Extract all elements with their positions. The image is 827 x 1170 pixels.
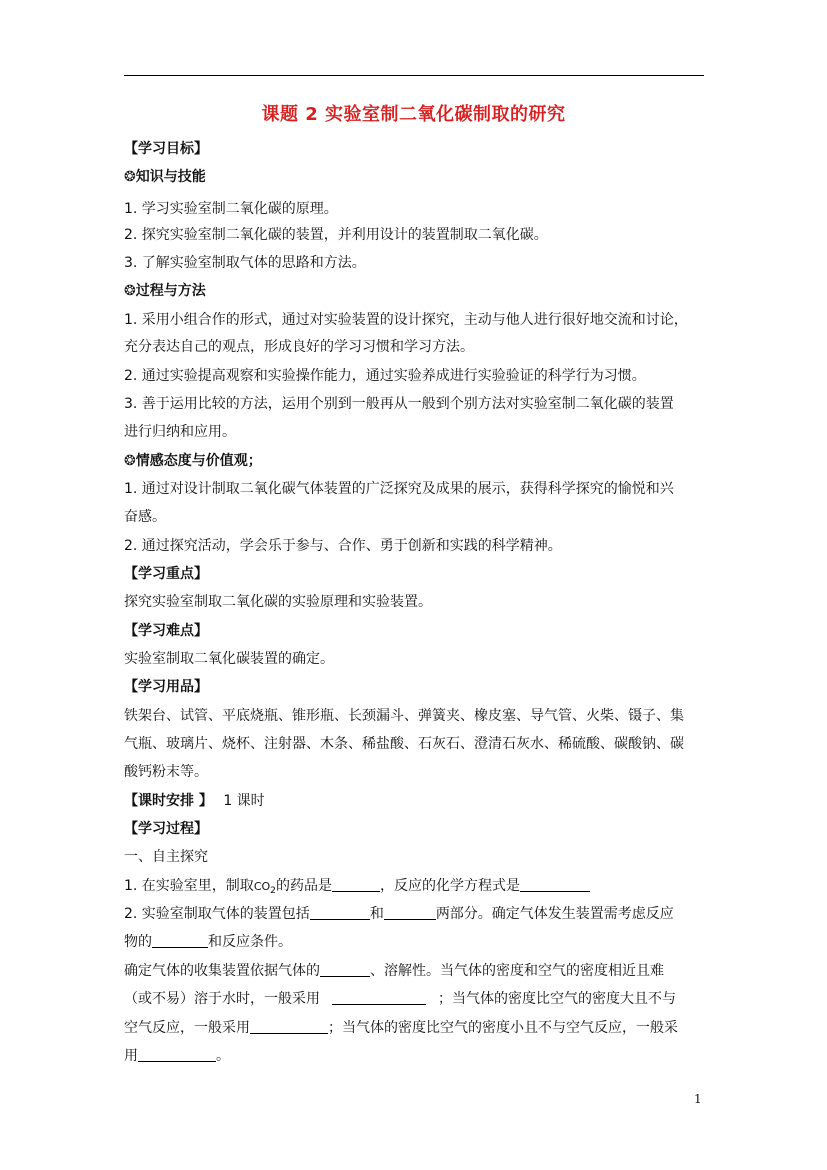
heading-supplies: 【学习用品】	[124, 679, 208, 695]
schedule-line	[124, 791, 710, 811]
emotion-item-2: 2. 通过探究活动，学会乐于参与、合作、勇于创新和实践的科学精神。	[124, 538, 562, 554]
heading-knowledge: ❂知识与技能	[124, 169, 206, 185]
header-rule	[124, 75, 704, 76]
q3-text-b: 、溶解性。当气体的密度和空气的密度相近且难	[370, 963, 664, 979]
part-1-heading: 一、自主探究	[124, 849, 208, 865]
heading-schedule: 【课时安排 】	[124, 793, 213, 809]
q3-text-a: 确定气体的收集装置依据气体的	[124, 963, 320, 979]
difficulty-text: 实验室制取二氧化碳装置的确定。	[124, 651, 334, 667]
co2-co: CO	[253, 880, 271, 893]
page-title: 课题 2 实验室制二氧化碳制取的研究	[261, 104, 566, 125]
question-2-line-1	[124, 904, 710, 924]
blank-density[interactable]	[320, 962, 370, 977]
heading-emotion: ❂情感态度与价值观；	[124, 453, 262, 469]
q2-text-a: 2. 实验室制取气体的装置包括	[124, 906, 310, 922]
heading-process: ❂过程与方法	[124, 283, 206, 299]
page-number: 1	[694, 1092, 702, 1106]
knowledge-item-1: 1. 学习实验室制二氧化碳的原理。	[124, 201, 338, 217]
blank-reactant-state[interactable]	[152, 933, 208, 948]
q1-text-a: 1. 在实验室里，制取	[124, 878, 254, 894]
q2-text-b: 和	[369, 906, 384, 922]
q3-text-d: ；当气体的密度比空气的密度大且不与	[438, 991, 676, 1007]
blank-reagents[interactable]	[332, 877, 380, 892]
question-1	[124, 876, 710, 901]
q1-text-c: ，反应的化学方程式是	[379, 878, 520, 894]
q3-text-h: 。	[216, 1048, 230, 1064]
blank-collect-method-2[interactable]	[250, 1019, 328, 1034]
process-item-3b: 进行归纳和应用。	[124, 424, 236, 440]
q1-text-b: 的药品是	[275, 878, 332, 894]
co2-subscript: 2	[270, 885, 276, 897]
q3-text-g: 用	[124, 1048, 138, 1064]
question-3-line-2	[124, 989, 710, 1009]
supplies-line-3: 酸钙粉末等。	[124, 764, 208, 780]
process-item-1a: 1. 采用小组合作的形式，通过对实验装置的设计探究，主动与他人进行很好地交流和讨论，	[124, 312, 688, 328]
heading-difficulty: 【学习难点】	[124, 623, 208, 639]
q3-text-c: （或不易）溶于水时，一般采用	[124, 991, 320, 1007]
q2-text-c: 两部分。确定气体发生装置需考虑反应	[435, 906, 674, 922]
heading-key: 【学习重点】	[124, 566, 208, 582]
question-3-line-4	[124, 1046, 710, 1066]
question-3-line-3	[124, 1018, 710, 1038]
emotion-item-1b: 奋感。	[124, 509, 166, 525]
process-item-1b: 充分表达自己的观点，形成良好的学习习惯和学习方法。	[124, 339, 474, 355]
question-2-line-2	[124, 932, 710, 952]
knowledge-item-2: 2. 探究实验室制二氧化碳的装置，并利用设计的装置制取二氧化碳。	[124, 227, 548, 243]
co2-formula	[253, 880, 276, 897]
question-3-line-1	[124, 961, 710, 981]
process-item-2: 2. 通过实验提高观察和实验操作能力，通过实验养成进行实验验证的科学行为习惯。	[124, 368, 646, 384]
key-text: 探究实验室制取二氧化碳的实验原理和实验装置。	[124, 594, 432, 610]
blank-device-2[interactable]	[384, 905, 436, 920]
q2-text-d: 物的	[124, 934, 152, 950]
blank-device-1[interactable]	[310, 905, 370, 920]
emotion-item-1a: 1. 通过对设计制取二氧化碳气体装置的广泛探究及成果的展示，获得科学探究的愉悦和兴	[124, 481, 674, 497]
supplies-line-2: 气瓶、玻璃片、烧杯、注射器、木条、稀盐酸、石灰石、澄清石灰水、稀硫酸、碳酸钠、碳	[124, 736, 684, 752]
heading-goals: 【学习目标】	[124, 141, 208, 157]
supplies-line-1: 铁架台、试管、平底烧瓶、锥形瓶、长颈漏斗、弹簧夹、橡皮塞、导气管、火柴、镊子、集	[124, 708, 684, 724]
q2-text-e: 和反应条件。	[208, 934, 292, 950]
heading-learning-process: 【学习过程】	[124, 821, 208, 837]
schedule-value: 1 课时	[223, 793, 265, 809]
blank-collect-method-1[interactable]	[332, 990, 426, 1005]
knowledge-item-3: 3. 了解实验室制取气体的思路和方法。	[124, 255, 366, 271]
q3-text-f: ；当气体的密度比空气的密度小且不与空气反应，一般采	[328, 1020, 678, 1036]
process-item-3a: 3. 善于运用比较的方法，运用个别到一般再从一般到个别方法对实验室制二氧化碳的装置	[124, 396, 674, 412]
blank-equation[interactable]	[520, 877, 590, 892]
blank-collect-method-3[interactable]	[138, 1047, 216, 1062]
q3-text-e: 空气反应，一般采用	[124, 1020, 250, 1036]
